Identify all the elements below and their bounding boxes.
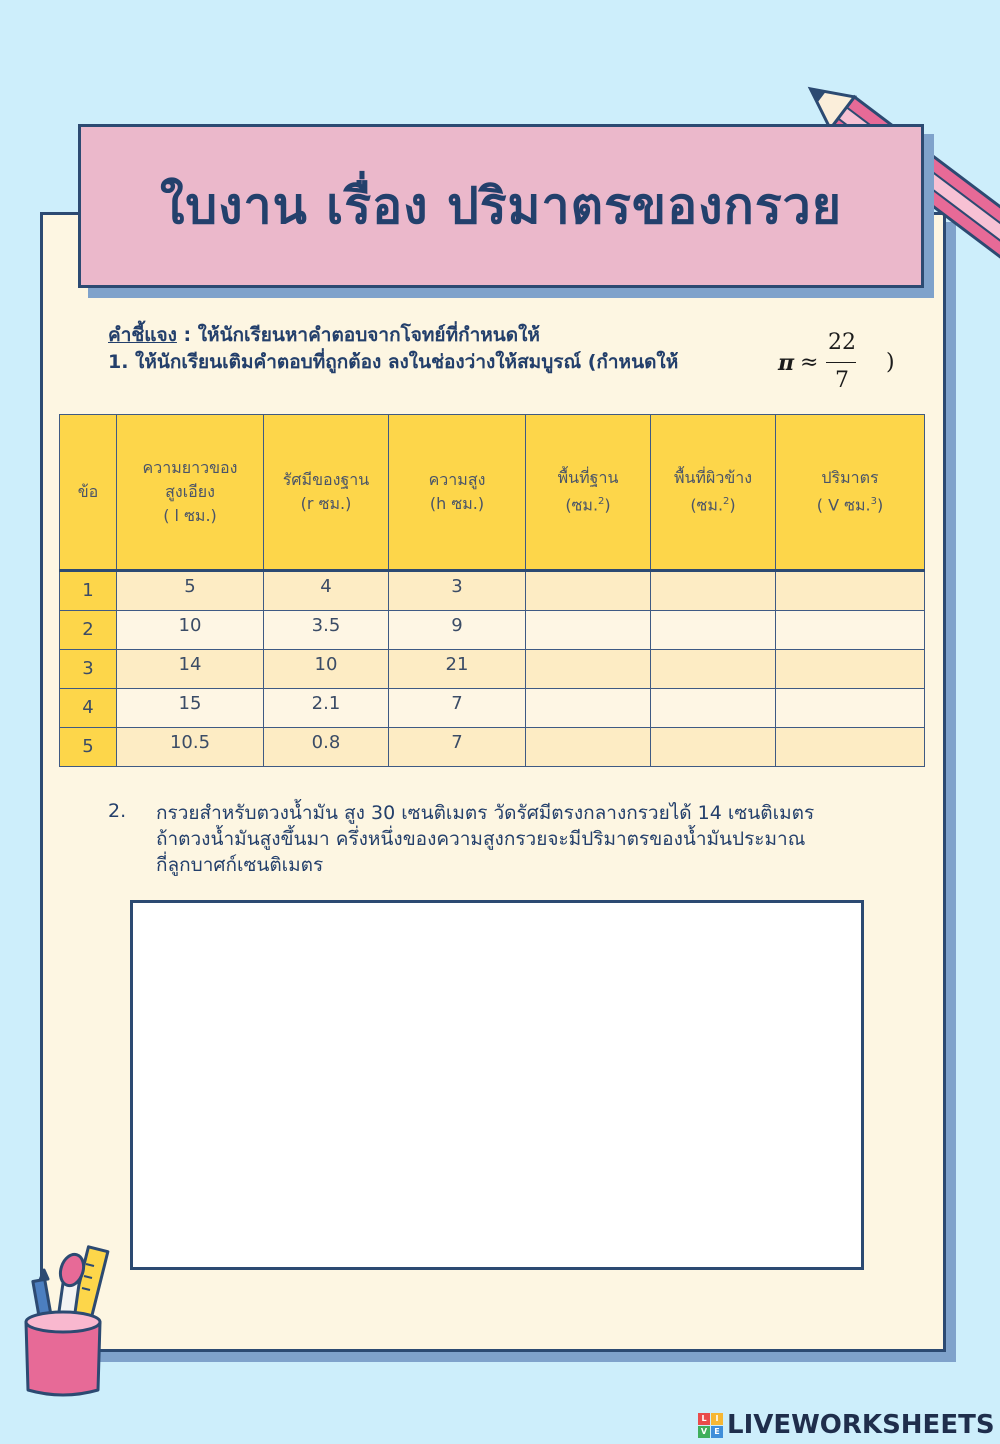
instructions-colon: : — [176, 324, 198, 346]
lateral-area-answer[interactable] — [651, 571, 776, 611]
height-cell: 7 — [389, 689, 526, 728]
slant-height-cell: 10.5 — [117, 728, 264, 767]
fraction-bar — [826, 362, 856, 363]
base-area-answer[interactable] — [526, 611, 651, 650]
height-cell: 3 — [389, 571, 526, 611]
slant-height-cell: 10 — [117, 611, 264, 650]
row-number: 2 — [60, 611, 117, 650]
header-volume: ปริมาตร ( V ซม.$^3$) — [776, 415, 925, 571]
title-banner — [78, 124, 924, 288]
base-area-answer[interactable] — [526, 650, 651, 689]
radius-cell: 2.1 — [264, 689, 389, 728]
radius-cell: 0.8 — [264, 728, 389, 767]
instruction-item-1: 1. ให้นักเรียนเติมคำตอบที่ถูกต้อง ลงในช่องว่างให้สมบูรณ์ (กำหนดให้ — [108, 351, 679, 373]
base-area-answer[interactable] — [526, 689, 651, 728]
table-header-row — [60, 415, 925, 571]
volume-answer[interactable] — [776, 728, 925, 767]
height-cell: 21 — [389, 650, 526, 689]
page-title: ใบงาน เรื่อง ปริมาตรของกรวย — [159, 176, 843, 235]
question-2-line: กี่ลูกบาศก์เซนติเมตร — [156, 854, 324, 876]
volume-answer[interactable] — [776, 689, 925, 728]
row-number: 4 — [60, 689, 117, 728]
table-row — [60, 728, 925, 767]
slant-height-cell: 5 — [117, 571, 264, 611]
radius-cell: 3.5 — [264, 611, 389, 650]
radius-cell: 4 — [264, 571, 389, 611]
volume-answer[interactable] — [776, 611, 925, 650]
answer-box[interactable] — [130, 900, 864, 1270]
closing-paren: ) — [886, 350, 895, 375]
instructions-text: ให้นักเรียนหาคำตอบจากโจทย์ที่กำหนดให้ — [197, 324, 540, 346]
lateral-area-answer[interactable] — [651, 611, 776, 650]
fraction-numerator: 22 — [828, 330, 856, 355]
pi-symbol: π — [778, 350, 795, 376]
lateral-area-answer[interactable] — [651, 728, 776, 767]
header-no: ข้อ — [60, 415, 117, 571]
header-base-area: พื้นที่ฐาน (ซม.$^2$) — [526, 415, 651, 571]
base-area-answer[interactable] — [526, 728, 651, 767]
slant-height-cell: 15 — [117, 689, 264, 728]
lateral-area-answer[interactable] — [651, 689, 776, 728]
table-row — [60, 650, 925, 689]
base-area-answer[interactable] — [526, 571, 651, 611]
question-2-number: 2. — [108, 800, 127, 822]
height-cell: 7 — [389, 728, 526, 767]
pencil-cup-icon — [20, 1240, 120, 1400]
question-2-text — [156, 800, 916, 878]
height-cell: 9 — [389, 611, 526, 650]
header-lateral-area: พื้นที่ผิวข้าง (ซม.$^2$) — [651, 415, 776, 571]
logo-blocks-icon: L I V E — [698, 1413, 723, 1438]
volume-answer[interactable] — [776, 650, 925, 689]
instructions-line — [108, 322, 908, 349]
radius-cell: 10 — [264, 650, 389, 689]
volume-answer[interactable] — [776, 571, 925, 611]
question-2-line: ถ้าตวงน้ำมันสูงขึ้นมา ครึ่งหนึ่งของความสูงกรวยจะมีปริมาตรของน้ำมันประมาณ — [156, 828, 806, 850]
liveworksheets-logo — [698, 1410, 995, 1440]
row-number: 3 — [60, 650, 117, 689]
lateral-area-answer[interactable] — [651, 650, 776, 689]
question-2-line: กรวยสำหรับตวงน้ำมัน สูง 30 เซนติเมตร วัดรัศมีตรงกลางกรวยได้ 14 เซนติเมตร — [156, 802, 815, 824]
slant-height-cell: 14 — [117, 650, 264, 689]
fraction-denominator: 7 — [835, 368, 849, 393]
table-row — [60, 571, 925, 611]
approx-symbol: ≈ — [800, 350, 819, 375]
table-row — [60, 611, 925, 650]
logo-text: LIVEWORKSHEETS — [727, 1410, 995, 1440]
header-height: ความสูง (h ซม.) — [389, 415, 526, 571]
row-number: 1 — [60, 571, 117, 611]
instructions-label: คำชี้แจง — [108, 324, 177, 346]
header-radius: รัศมีของฐาน (r ซม.) — [264, 415, 389, 571]
header-slant-height: ความยาวของ สูงเอียง ( l ซม.) — [117, 415, 264, 571]
table-row — [60, 689, 925, 728]
row-number: 5 — [60, 728, 117, 767]
answer-table — [59, 414, 925, 767]
